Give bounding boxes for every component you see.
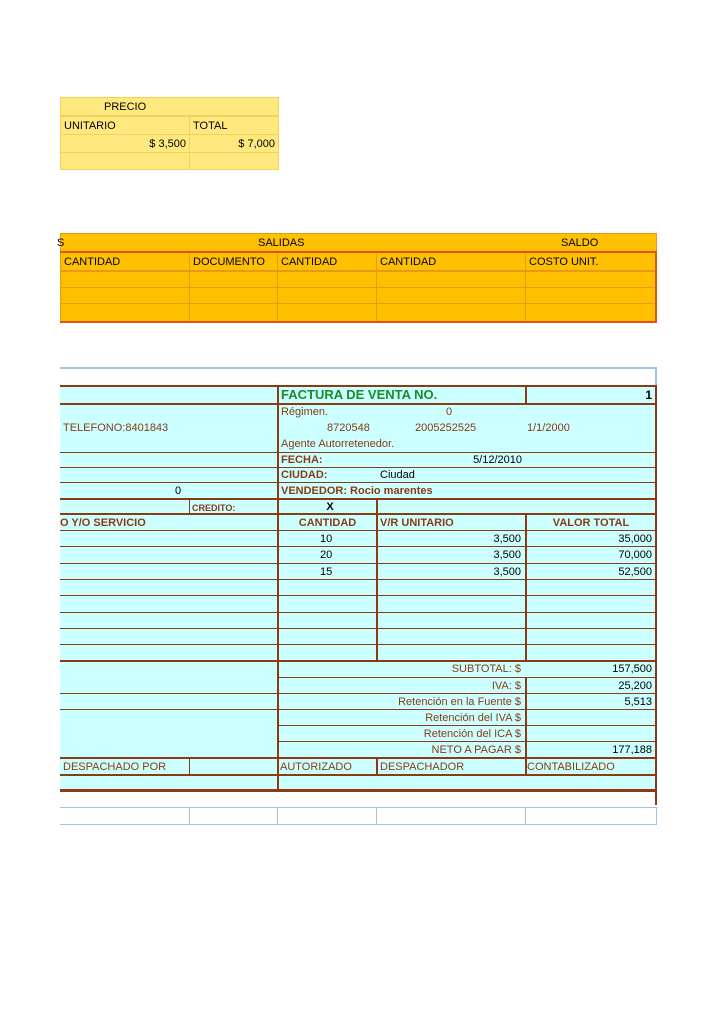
kardex-left-cut: S: [57, 237, 65, 249]
regimen-label: Régimen.: [281, 406, 329, 418]
contabilizado-label: CONTABILIZADO: [527, 761, 615, 773]
col-unitario: V/R UNITARIO: [380, 517, 454, 529]
nit-1: 8720548: [327, 422, 370, 434]
empty-cell: [60, 152, 190, 170]
autorizado-label: AUTORIZADO: [280, 761, 352, 773]
ret-fuente-value: 5,513: [624, 696, 652, 708]
unitario-label: UNITARIO: [60, 116, 190, 135]
zero-value: 0: [175, 485, 182, 497]
iva-label: IVA: $: [491, 680, 521, 692]
neto-value: 177,188: [612, 744, 652, 756]
kardex-col-cantidad-salidas: CANTIDAD: [277, 252, 377, 271]
total-price-value: $ 7,000: [189, 134, 279, 153]
item-cantidad: 20: [320, 549, 333, 561]
fecha-value: 5/12/2010: [473, 454, 522, 466]
invoice-title: FACTURA DE VENTA NO.: [281, 387, 438, 402]
subtotal-label: SUBTOTAL: $: [451, 663, 521, 675]
kardex-col-documento: DOCUMENTO: [189, 252, 278, 271]
ciudad-value: Ciudad: [380, 469, 415, 481]
col-cantidad: CANTIDAD: [298, 517, 357, 529]
credito-x-mark: X: [326, 501, 334, 513]
item-total: 35,000: [618, 533, 652, 545]
regimen-value: 0: [446, 406, 453, 418]
credito-label: CREDITO:: [192, 503, 236, 513]
iva-value: 25,200: [618, 680, 652, 692]
neto-label: NETO A PAGAR $: [431, 744, 521, 756]
ret-ica-label: Retención del ICA $: [423, 728, 521, 740]
subtotal-value: 157,500: [612, 663, 652, 675]
salidas-label: SALIDAS: [258, 237, 305, 249]
item-cantidad: 15: [320, 566, 333, 578]
item-total: 52,500: [618, 566, 652, 578]
total-label: TOTAL: [189, 116, 279, 135]
despachador-label: DESPACHADOR: [380, 761, 465, 773]
despachado-por-label: DESPACHADO POR: [63, 761, 167, 773]
empty-cell: [189, 152, 279, 170]
item-unitario: 3,500: [493, 549, 521, 561]
unit-price-value: $ 3,500: [60, 134, 190, 153]
kardex-col-costo-unit: COSTO UNIT.: [525, 252, 657, 271]
precio-label: PRECIO: [104, 101, 147, 113]
item-unitario: 3,500: [493, 566, 521, 578]
kardex-col-cantidad-saldo: CANTIDAD: [376, 252, 526, 271]
invoice-number: 1: [645, 388, 652, 402]
ret-fuente-label: Retención en la Fuente $: [398, 696, 521, 708]
item-cantidad: 10: [320, 533, 333, 545]
ciudad-label: CIUDAD:: [281, 469, 328, 481]
agente-text: Agente Autorretenedor.: [281, 438, 395, 450]
kardex-header-row: [57, 233, 657, 252]
item-total: 70,000: [618, 549, 652, 561]
resolution-date: 1/1/2000: [527, 422, 570, 434]
nit-2: 2005252525: [415, 422, 477, 434]
item-unitario: 3,500: [493, 533, 521, 545]
price-header-cell: [60, 97, 279, 116]
ret-iva-label: Retención del IVA $: [425, 712, 521, 724]
saldo-label: SALDO: [561, 237, 599, 249]
telefono-text: TELEFONO:8401843: [63, 422, 169, 434]
col-total: VALOR TOTAL: [552, 517, 630, 529]
col-producto: O Y/O SERVICIO: [60, 517, 146, 529]
kardex-col-cantidad: CANTIDAD: [60, 252, 190, 271]
fecha-label: FECHA:: [281, 454, 323, 466]
vendedor-text: VENDEDOR: Rocio marentes: [281, 485, 433, 497]
